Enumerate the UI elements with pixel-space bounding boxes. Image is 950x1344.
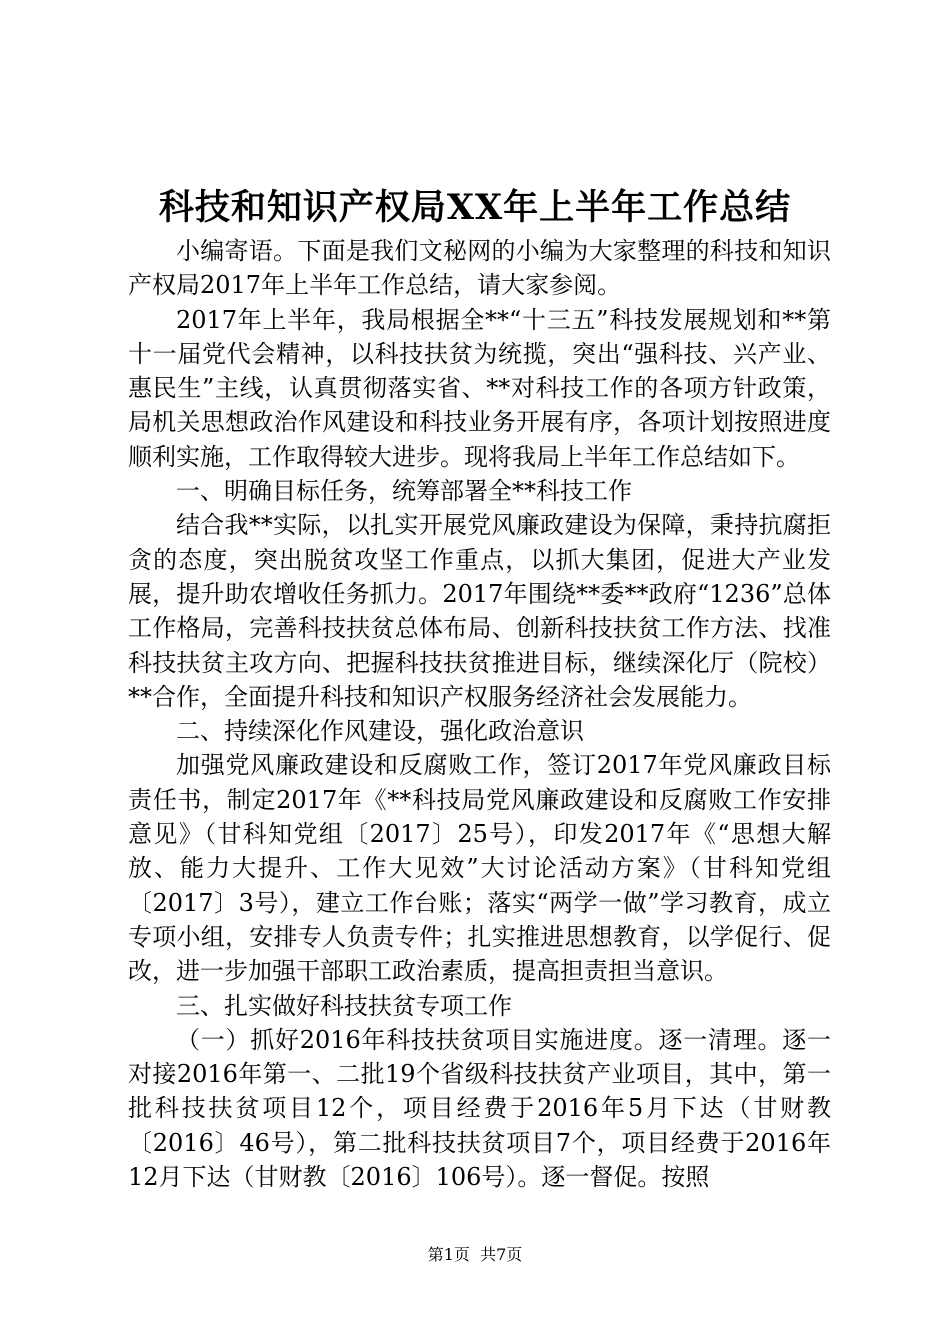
paragraph-section-1: 结合我**实际，以扎实开展党风廉政建设为保障，秉持抗腐拒贪的态度，突出脱贫攻坚工作重点，以抓大集团，促进大产业发展，提升助农增收任务抓力。2017年围绕**委**政府“1236”总体工作格局，完善科技扶贫总体布局、创新科技扶贫工作方法、找准科技扶贫主攻方向、把握科技扶贫推进目标，继续深化厅（院校）**合作，全面提升科技和知识产权服务经济社会发展能力。 [128, 511, 831, 711]
paragraph-intro: 小编寄语。下面是我们文秘网的小编为大家整理的科技和知识产权局2017年上半年工作总结，请大家参阅。 [128, 237, 831, 300]
section-heading-2: 二、持续深化作风建设，强化政治意识 [176, 717, 584, 746]
section-heading-3: 三、扎实做好科技扶贫专项工作 [176, 991, 512, 1020]
page-number: 第1页 共7页 [427, 1245, 523, 1264]
document-body [128, 234, 831, 1194]
document-title: 科技和知识产权局XX年上半年工作总结 [158, 187, 792, 228]
section-heading-1: 一、明确目标任务，统筹部署全**科技工作 [176, 477, 632, 506]
paragraph-section-2: 加强党风廉政建设和反腐败工作，签订2017年党风廉政目标责任书，制定2017年《**科技局党风廉政建设和反腐败工作安排意见》（甘科知党组〔2017〕25号），印发2017年《“思想大解放、能力大提升、工作大见效”大讨论活动方案》（甘科知党组〔2017〕3号），建立工作台账；落实“两学一做”学习教育，成立专项小组，安排专人负责专件；扎实推进思想教育，以学促行、促改，进一步加强干部职工政治素质，提高担责担当意识。 [128, 751, 831, 986]
paragraph-section-3-1: （一）抓好2016年科技扶贫项目实施进度。逐一清理。逐一对接2016年第一、二批19个省级科技扶贫产业项目，其中，第一批科技扶贫项目12个，项目经费于2016年5月下达（甘财教〔2016〕46号），第二批科技扶贫项目7个，项目经费于2016年12月下达（甘财教〔2016〕106号）。逐一督促。按照 [128, 1025, 831, 1192]
paragraph-overview: 2017年上半年，我局根据全**“十三五”科技发展规划和**第十一届党代会精神，以科技扶贫为统揽，突出“强科技、兴产业、惠民生”主线，认真贯彻落实省、**对科技工作的各项方针政策，局机关思想政治作风建设和科技业务开展有序，各项计划按照进度顺利实施，工作取得较大进步。现将我局上半年工作总结如下。 [128, 305, 831, 471]
